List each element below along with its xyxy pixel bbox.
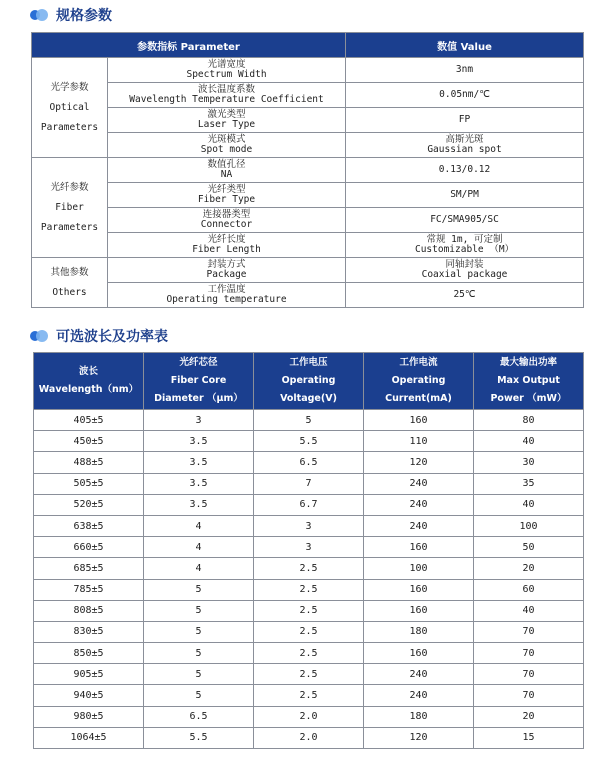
wave-header-cell [144,353,254,410]
wave-cell: 2.5 [254,664,364,685]
wave-cell: 240 [364,664,474,685]
spec-value-line: 25℃ [453,289,476,300]
spec-group-label: Parameters [40,121,99,133]
spec-value-cell [346,183,584,208]
spec-row [32,58,584,83]
spec-row [32,108,584,133]
wave-cell: 40 [474,431,584,452]
spec-group-label: 其他参数 [50,266,89,278]
spec-param-cell [108,258,346,283]
wave-cell: 3.5 [144,494,254,515]
table-row [34,410,584,431]
spec-value-line: 3nm [455,64,474,75]
wave-cell: 100 [364,558,474,579]
spec-param-cell [108,283,346,308]
wave-cell: 240 [364,685,474,706]
wave-cell: 160 [364,579,474,600]
wave-cell: 120 [364,452,474,473]
wave-header-line: Max Output [497,375,560,386]
spec-param-cell [108,233,346,258]
wave-header-cell [254,353,364,410]
wave-cell: 110 [364,431,474,452]
wave-header-line: Fiber Core [170,375,227,386]
wave-header-line: Power （mW） [490,393,567,404]
wavelength-power-table [33,352,584,749]
wave-cell: 505±5 [34,473,144,494]
wave-cell: 660±5 [34,537,144,558]
spec-row [32,258,584,283]
table-row [34,727,584,748]
wave-cell: 40 [474,600,584,621]
spec-param-cell [108,183,346,208]
wave-cell: 3 [254,537,364,558]
spec-row [32,183,584,208]
wave-cell: 3.5 [144,473,254,494]
table-row [34,621,584,642]
spec-value-line: FP [458,114,471,125]
spec-value-line: SM/PM [450,189,479,200]
spec-row [32,83,584,108]
table-row [34,494,584,515]
table-row [34,579,584,600]
wave-header-line: 波长 [78,366,98,377]
wave-cell: 80 [474,410,584,431]
table-row [34,600,584,621]
spec-param-zh: 数值孔径 [207,159,246,170]
wave-cell: 4 [144,558,254,579]
wave-cell: 70 [474,685,584,706]
wave-cell: 4 [144,537,254,558]
spec-value-cell [346,158,584,183]
wave-cell: 240 [364,515,474,536]
wave-cell: 940±5 [34,685,144,706]
spec-value-line: FC/SMA905/SC [430,214,499,225]
spec-row [32,158,584,183]
spec-param-zh: 波长温度系数 [198,84,256,95]
spec-value-line: Gaussian spot [427,144,502,155]
wave-cell: 488±5 [34,452,144,473]
wave-cell: 240 [364,473,474,494]
wave-cell: 180 [364,706,474,727]
spec-param-cell [108,208,346,233]
wave-cell: 785±5 [34,579,144,600]
spec-param-en: NA [220,169,233,180]
wave-cell: 3 [254,515,364,536]
spec-header-param: 参数指标 Parameter [32,33,346,58]
wave-cell: 3 [144,410,254,431]
wave-cell: 808±5 [34,600,144,621]
wave-cell: 120 [364,727,474,748]
spec-section-title-text: 规格参数 [56,8,112,24]
spec-value-line: Customizable （M） [414,244,515,255]
spec-row [32,283,584,308]
table-row [34,643,584,664]
spec-param-en: Operating temperature [166,294,287,305]
wave-cell: 638±5 [34,515,144,536]
spec-value-line: 0.13/0.12 [438,164,491,175]
table-row [34,558,584,579]
spec-header-value: 数值 Value [346,33,584,58]
wave-cell: 6.5 [144,706,254,727]
wave-cell: 450±5 [34,431,144,452]
wave-cell: 2.0 [254,727,364,748]
wave-cell: 70 [474,664,584,685]
wave-cell: 15 [474,727,584,748]
spec-group-label: 光纤参数 [50,181,89,193]
wave-header-line: Current(mA) [385,393,452,404]
spec-group-label: Fiber [55,201,84,213]
wave-header-line: 工作电流 [399,357,438,368]
wave-cell: 905±5 [34,664,144,685]
spec-param-zh: 封装方式 [207,259,246,270]
wave-header-line: Operating [281,375,336,386]
wave-header-line: Operating [391,375,446,386]
spec-header-row [32,33,584,58]
spec-group-label: Parameters [40,221,99,233]
spec-value-line: Coaxial package [421,269,508,280]
wave-cell: 5 [144,579,254,600]
spec-param-en: Fiber Type [197,194,256,205]
wave-cell: 20 [474,706,584,727]
spec-param-en: Fiber Length [192,244,261,255]
wave-header-line: 光纤芯径 [179,357,218,368]
wave-cell: 5 [254,410,364,431]
wave-header-line: Wavelength（nm） [38,384,139,395]
spec-param-en: Wavelength Temperature Coefficient [129,94,324,105]
wave-cell: 5 [144,685,254,706]
wave-cell: 240 [364,494,474,515]
wave-cell: 2.0 [254,706,364,727]
wave-cell: 60 [474,579,584,600]
wave-cell: 4 [144,515,254,536]
wave-cell: 40 [474,494,584,515]
wave-header-line: 工作电压 [289,357,328,368]
spec-value-line: 0.05nm/℃ [439,89,490,100]
spec-row [32,233,584,258]
spec-param-zh: 光纤类型 [207,184,246,195]
wave-section-title-text: 可选波长及功率表 [56,329,168,345]
spec-param-en: Laser Type [197,119,256,130]
spec-group-name [32,158,108,258]
spec-param-cell [108,108,346,133]
spec-value-line: 同轴封装 [445,259,484,270]
table-row [34,431,584,452]
wave-cell: 5 [144,643,254,664]
spec-param-zh: 工作温度 [207,284,246,295]
wave-cell: 160 [364,600,474,621]
wave-cell: 685±5 [34,558,144,579]
wave-header-cell [474,353,584,410]
wave-cell: 405±5 [34,410,144,431]
wave-cell: 2.5 [254,600,364,621]
wave-cell: 30 [474,452,584,473]
spec-param-zh: 光纤长度 [207,234,246,245]
spec-value-cell [346,83,584,108]
wave-cell: 2.5 [254,621,364,642]
spec-param-en: Package [206,269,247,280]
table-row [34,473,584,494]
spec-group-name [32,58,108,158]
wave-cell: 6.5 [254,452,364,473]
spec-param-cell [108,158,346,183]
wave-cell: 70 [474,643,584,664]
wave-cell: 160 [364,537,474,558]
spec-param-cell [108,133,346,158]
table-row [34,664,584,685]
wave-cell: 980±5 [34,706,144,727]
table-row [34,537,584,558]
spec-value-cell [346,258,584,283]
spec-row [32,133,584,158]
wave-cell: 180 [364,621,474,642]
table-row [34,685,584,706]
wave-cell: 6.7 [254,494,364,515]
wave-header-line: 最大输出功率 [499,357,557,368]
wave-header-cell [34,353,144,410]
wave-cell: 2.5 [254,643,364,664]
spec-group-label: 光学参数 [50,81,89,93]
table-row [34,706,584,727]
spec-value-cell [346,58,584,83]
spec-param-zh: 光谱宽度 [207,59,246,70]
spec-param-cell [108,58,346,83]
spec-value-line: 高斯光斑 [445,134,484,145]
spec-param-cell [108,83,346,108]
wave-header-line: Diameter （μm） [154,393,243,404]
wave-cell: 50 [474,537,584,558]
bullet-circles-icon [30,330,50,342]
spec-section-title [30,4,112,26]
wave-header-cell [364,353,474,410]
wave-cell: 35 [474,473,584,494]
wave-cell: 5 [144,621,254,642]
spec-param-en: Connector [200,219,253,230]
wave-header-line: Voltage(V) [280,393,337,404]
table-row [34,515,584,536]
wave-cell: 70 [474,621,584,642]
wave-header-row [34,353,584,410]
spec-param-en: Spectrum Width [186,69,267,80]
spec-table [31,32,584,308]
spec-group-name [32,258,108,308]
wave-cell: 850±5 [34,643,144,664]
spec-group-label: Optical [49,101,90,113]
bullet-circles-icon [30,9,50,21]
wave-cell: 5 [144,664,254,685]
wave-cell: 100 [474,515,584,536]
wave-cell: 3.5 [144,431,254,452]
spec-value-cell [346,208,584,233]
spec-param-zh: 光斑模式 [207,134,246,145]
spec-row [32,208,584,233]
wave-cell: 520±5 [34,494,144,515]
spec-group-label: Others [52,286,87,298]
spec-value-cell [346,233,584,258]
wave-cell: 7 [254,473,364,494]
wave-cell: 2.5 [254,558,364,579]
wave-cell: 5.5 [254,431,364,452]
wave-cell: 5 [144,600,254,621]
spec-value-cell [346,133,584,158]
spec-param-en: Spot mode [200,144,253,155]
wave-cell: 3.5 [144,452,254,473]
wave-cell: 1064±5 [34,727,144,748]
spec-value-cell [346,108,584,133]
table-row [34,452,584,473]
spec-value-cell [346,283,584,308]
wave-section-title [30,325,168,347]
wave-cell: 160 [364,643,474,664]
spec-value-line: 常规 1m, 可定制 [426,234,503,245]
wave-cell: 5.5 [144,727,254,748]
wave-cell: 830±5 [34,621,144,642]
spec-param-zh: 激光类型 [207,109,246,120]
wave-cell: 160 [364,410,474,431]
wave-cell: 2.5 [254,579,364,600]
spec-param-zh: 连接器类型 [202,209,251,220]
wave-cell: 2.5 [254,685,364,706]
wave-cell: 20 [474,558,584,579]
